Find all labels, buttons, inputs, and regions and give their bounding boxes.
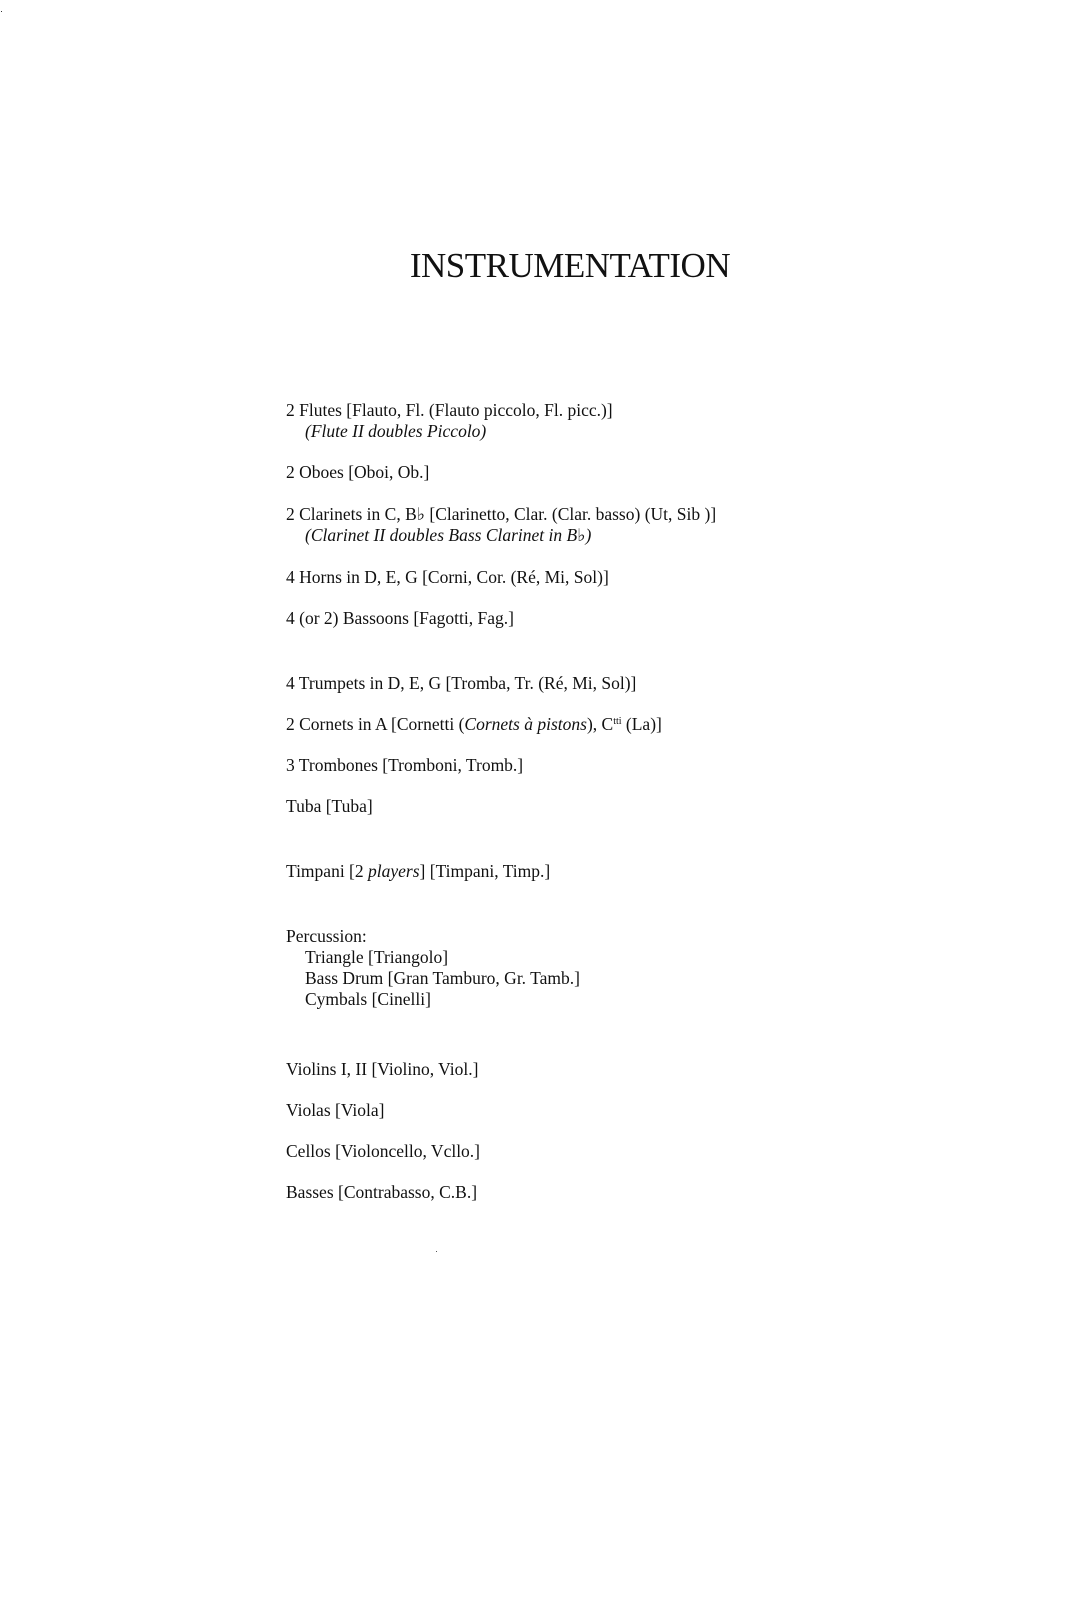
instrument-clarinets: 2 Clarinets in C, B♭ [Clarinetto, Clar. (Clar. basso) (Ut, Sib )]	[286, 504, 717, 524]
percussion-heading: Percussion:	[286, 926, 367, 946]
instrument-bassoons: 4 (or 2) Bassoons [Fagotti, Fag.]	[286, 608, 514, 628]
instrument-bass-drum: Bass Drum [Gran Tamburo, Gr. Tamb.]	[305, 968, 580, 988]
instrument-cornets	[286, 714, 662, 735]
timpani-text-pre: Timpani [2	[286, 861, 369, 881]
instrument-horns: 4 Horns in D, E, G [Corni, Cor. (Ré, Mi, Sol)]	[286, 567, 609, 587]
page-mark-bottom	[436, 1251, 437, 1252]
cornets-text-italic: Cornets à pistons	[464, 714, 587, 734]
instrument-trumpets: 4 Trumpets in D, E, G [Tromba, Tr. (Ré, Mi, Sol)]	[286, 673, 637, 693]
instrument-violins: Violins I, II [Violino, Viol.]	[286, 1059, 479, 1079]
instrument-cymbals: Cymbals [Cinelli]	[305, 989, 431, 1009]
instrument-clarinets-note: (Clarinet II doubles Bass Clarinet in B♭)	[305, 525, 592, 545]
instrument-tuba: Tuba [Tuba]	[286, 796, 373, 816]
cornets-abbrev-sup: tti	[613, 716, 622, 727]
instrument-violas: Violas [Viola]	[286, 1100, 385, 1120]
page-mark	[1, 11, 2, 12]
timpani-text-post: ] [Timpani, Timp.]	[419, 861, 551, 881]
instrument-flutes: 2 Flutes [Flauto, Fl. (Flauto piccolo, Fl. picc.)]	[286, 400, 613, 420]
instrument-triangle: Triangle [Triangolo]	[305, 947, 449, 967]
instrument-basses: Basses [Contrabasso, C.B.]	[286, 1182, 478, 1202]
instrument-flutes-note: (Flute II doubles Piccolo)	[305, 421, 487, 441]
cornets-text-post: ), C	[586, 714, 614, 734]
page-title: INSTRUMENTATION	[409, 246, 731, 285]
cornets-text-end: (La)]	[621, 714, 662, 734]
timpani-text-italic: players	[368, 861, 420, 881]
instrument-cellos: Cellos [Violoncello, Vcllo.]	[286, 1141, 481, 1161]
instrument-trombones: 3 Trombones [Tromboni, Tromb.]	[286, 755, 524, 775]
instrument-oboes: 2 Oboes [Oboi, Ob.]	[286, 462, 430, 482]
instrument-timpani	[286, 861, 550, 882]
cornets-text-pre: 2 Cornets in A [Cornetti (	[286, 714, 465, 734]
